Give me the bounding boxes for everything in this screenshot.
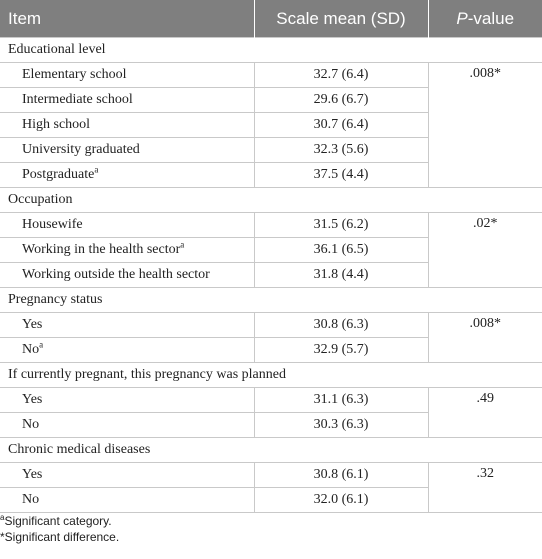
row-scale-mean: 30.8 (6.3) (254, 313, 428, 338)
row-item-cell (0, 263, 254, 288)
row-scale-mean: 32.3 (5.6) (254, 138, 428, 163)
row-item-cell (0, 388, 254, 413)
footnote-significant-category (0, 513, 119, 529)
row-item-label: Housewife (22, 217, 83, 232)
row-item-cell (0, 113, 254, 138)
group-header-row (0, 438, 542, 463)
row-scale-mean: 32.7 (6.4) (254, 63, 428, 88)
row-item-cell (0, 338, 254, 363)
row-item-cell (0, 213, 254, 238)
significance-superscript: a (94, 164, 99, 175)
table-row (0, 213, 542, 238)
row-item-label: Elementary school (22, 67, 127, 82)
footnote-a-text: Significant category. (4, 514, 112, 528)
row-item-cell (0, 63, 254, 88)
row-item-cell (0, 313, 254, 338)
group-header-row (0, 363, 542, 388)
row-item-label: No (22, 492, 40, 507)
table-footnotes (0, 513, 119, 545)
row-scale-mean: 36.1 (6.5) (254, 238, 428, 263)
row-item-cell (0, 88, 254, 113)
row-item-cell (0, 413, 254, 438)
row-scale-mean: 32.9 (5.7) (254, 338, 428, 363)
group-label: Chronic medical diseases (0, 438, 542, 463)
row-scale-mean: 31.5 (6.2) (254, 213, 428, 238)
row-item-label: Intermediate school (22, 92, 133, 107)
row-item-label: High school (22, 117, 91, 132)
row-item-label: Working in the health sector (22, 242, 181, 257)
significance-superscript: a (180, 239, 185, 250)
group-p-value: .32 (428, 463, 542, 513)
row-scale-mean: 30.7 (6.4) (254, 113, 428, 138)
row-item-label: University graduated (22, 142, 140, 157)
table-body (0, 38, 542, 513)
table-row (0, 463, 542, 488)
row-item-label: Postgraduate (22, 167, 95, 182)
group-label: Educational level (0, 38, 542, 63)
row-scale-mean: 30.3 (6.3) (254, 413, 428, 438)
group-label: Pregnancy status (0, 288, 542, 313)
row-scale-mean: 31.1 (6.3) (254, 388, 428, 413)
table-row (0, 388, 542, 413)
significance-superscript: a (39, 339, 44, 350)
row-scale-mean: 31.8 (4.4) (254, 263, 428, 288)
group-p-value: .02* (428, 213, 542, 288)
header-p-italic: P (456, 8, 468, 28)
header-row (0, 0, 542, 38)
row-item-cell (0, 163, 254, 188)
footnote-a-mark: a (0, 513, 5, 522)
row-item-label: Yes (22, 392, 43, 407)
row-item-cell (0, 138, 254, 163)
group-header-row (0, 188, 542, 213)
row-item-cell (0, 238, 254, 263)
row-item-label: No (22, 342, 40, 357)
footnote-significant-difference: *Significant difference. (0, 530, 120, 544)
group-p-value: .008* (428, 313, 542, 363)
row-scale-mean: 32.0 (6.1) (254, 488, 428, 513)
row-scale-mean: 29.6 (6.7) (254, 88, 428, 113)
group-header-row (0, 38, 542, 63)
row-item-cell (0, 463, 254, 488)
table-row (0, 313, 542, 338)
row-item-label: No (22, 417, 40, 432)
header-p-value (428, 0, 542, 38)
row-item-label: Yes (22, 317, 43, 332)
group-p-value: .008* (428, 63, 542, 188)
row-item-label: Working outside the health sector (22, 267, 210, 282)
header-item: Item (0, 0, 254, 38)
group-header-row (0, 288, 542, 313)
row-scale-mean: 30.8 (6.1) (254, 463, 428, 488)
group-p-value: .49 (428, 388, 542, 438)
table-row (0, 63, 542, 88)
group-label: Occupation (0, 188, 542, 213)
header-p-rest: -value (467, 8, 515, 28)
row-item-label: Yes (22, 467, 43, 482)
header-scale-mean: Scale mean (SD) (254, 0, 428, 38)
group-label: If currently pregnant, this pregnancy was planned (0, 363, 542, 388)
row-item-cell (0, 488, 254, 513)
row-scale-mean: 37.5 (4.4) (254, 163, 428, 188)
